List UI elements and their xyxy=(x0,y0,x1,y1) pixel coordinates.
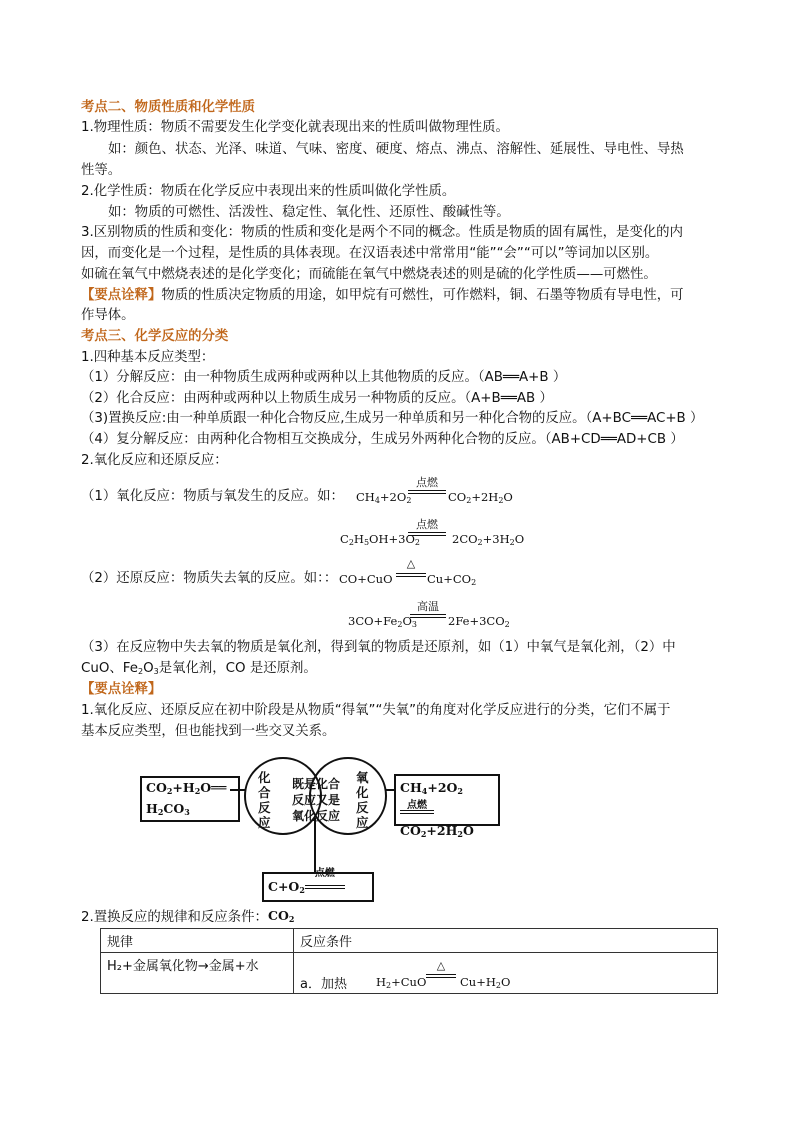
decomposition-reaction: （1）分解反应：由一种物质生成两种或两种以上其他物质的反应。（AB══A+B ） xyxy=(81,370,567,385)
property-vs-change-line2: 因，而变化是一个过程，是性质的具体表现。在汉语表述中常常用“能”“会”“可以”等词加以区别。 xyxy=(81,246,659,261)
table-header-row xyxy=(101,929,718,953)
equation-co-fe2o3-right: $2Fe+3CO_2$ xyxy=(448,614,510,629)
burn-condition: 点燃 xyxy=(416,518,438,531)
physical-property-examples-cont: 性等。 xyxy=(81,163,122,178)
redox-note-line1: 1.氧化反应、还原反应在初中阶段是从物质“得氧”“失氧”的角度对化学反应进行的分类，它们不属于 xyxy=(81,703,671,718)
oxidation-circle-label: 氧化反应 xyxy=(356,770,369,830)
ch4-combustion-box: $CH_4+2O_2$ 点燃 $CO_2+2H_2O$ xyxy=(394,774,500,826)
equation-h2-cuo-right: $Cu+H_2O$ xyxy=(460,975,511,990)
equation-h2-cuo-left: $H_2+CuO$ xyxy=(376,975,427,990)
physical-property-examples: 如：颜色、状态、光泽、味道、气味、密度、硬度、熔点、沸点、溶解性、延展性、导电性、导热 xyxy=(108,142,684,157)
equation-co-cuo-left: CO+CuO xyxy=(339,572,393,586)
combination-circle-label: 化合反应 xyxy=(258,770,271,830)
chemical-property-examples: 如：物质的可燃性、活泼性、稳定性、氧化性、还原性、酸碱性等。 xyxy=(108,205,510,220)
equation-ethanol-combustion-right: $2CO_2+3H_2O$ xyxy=(452,532,525,547)
high-temp-condition: 高温 xyxy=(417,600,439,613)
section-2-title: 考点二、物质性质和化学性质 xyxy=(81,100,256,115)
table-header-rule: 规律 xyxy=(101,929,294,953)
section-3-title: 考点三、化学反应的分类 xyxy=(81,329,229,344)
redox-note-line2: 基本反应类型，但也能找到一些交叉关系。 xyxy=(81,724,336,739)
oxidation-definition: （1）氧化反应：物质与氧发生的反应。如： xyxy=(81,489,344,504)
property-vs-change-line3: 如硫在氧气中燃烧表述的是化学变化；而硫能在氧气中燃烧表述的则是硫的化学性质——可燃性。 xyxy=(81,267,657,282)
double-decomposition-reaction: （4）复分解反应：由两种化合物相互交换成分，生成另外两种化合物的反应。（AB+CD══AD+CB ） xyxy=(81,432,684,447)
key-note-2-label: 【要点诠释】 xyxy=(81,682,162,697)
heat-condition: △ xyxy=(406,557,416,570)
equation-ch4-combustion-right: $CO_2+2H_2O$ xyxy=(448,490,513,505)
displacement-reaction: （3)置换反应:由一种单质跟一种化合物反应,生成另一种单质和另一种化合物的反应。（A+BC══AC+B ） xyxy=(81,411,704,426)
physical-property-definition: 1.物理性质：物质不需要发生化学变化就表现出来的性质叫做物理性质。 xyxy=(81,120,509,135)
carbon-combustion-box: $C+O_2$ 点燃 $CO_2$ xyxy=(262,872,374,902)
ch4-box-arrow: 点燃 xyxy=(400,806,434,818)
equation-co-cuo-right: $Cu+CO_2$ xyxy=(427,572,477,587)
reduction-definition: （2）还原反应：物质失去氧的反应。如：： xyxy=(81,571,338,586)
table-row xyxy=(101,953,718,994)
table-header-condition: 反应条件 xyxy=(294,929,718,953)
combination-reaction: （2）化合反应：由两种或两种以上物质生成另一种物质的反应。（A+B══AB ） xyxy=(81,391,553,406)
overlap-line-3: 氧化反应 xyxy=(291,809,340,823)
oxidant-reductant-explanation: （3）在反应物中失去氧的物质是氧化剂，得到氧的物质是还原剂，如（1）中氧气是氧化剂，（2）中 xyxy=(81,640,676,655)
cuo-fe-text: CuO、Fe xyxy=(81,661,138,676)
basic-reaction-types-heading: 1.四种基本反应类型： xyxy=(81,350,215,365)
chemical-property-definition: 2.化学性质：物质在化学反应中表现出来的性质叫做化学性质。 xyxy=(81,184,456,199)
overlap-line-2: 反应又是 xyxy=(291,793,340,807)
overlap-line-1: 既是化合 xyxy=(291,777,340,791)
heating-condition: a．加热 xyxy=(300,977,347,992)
overlap-label xyxy=(281,776,351,824)
property-vs-change-line1: 3.区别物质的性质和变化：物质的性质和变化是两个不同的概念。性质是物质的固有属性，是变化的内 xyxy=(81,225,683,240)
equation-ethanol-combustion-left: $C_2H_5OH+3O_2$ xyxy=(340,532,420,547)
burn-condition: 点燃 xyxy=(416,476,438,489)
displacement-rules-heading: 2.置换反应的规律和反应条件： xyxy=(81,910,268,925)
equation-co-fe2o3-left: $3CO+Fe_2O_3$ xyxy=(348,614,417,629)
redox-heading: 2.氧化反应和还原反应： xyxy=(81,453,228,468)
key-note-1-cont: 作导体。 xyxy=(81,308,135,323)
key-note-label: 【要点诠释】 xyxy=(81,288,162,303)
key-note-text: 物质的性质决定物质的用途，如甲烷有可燃性，可作燃料，铜、石墨等物质有导电性，可 xyxy=(161,288,684,303)
table-cell-rule: H₂+金属氧化物→金属+水 xyxy=(101,953,294,994)
equation-h2-cuo-arrow: △ xyxy=(426,961,456,981)
carbon-box-arrow: 点燃 xyxy=(305,882,345,894)
displacement-rules-table xyxy=(100,928,718,994)
oxidant-reductant-explanation-cont: CuO、$Fe_2O_3$是氧化剂，CO 是还原剂。 xyxy=(81,661,317,676)
table-cell-condition xyxy=(294,953,718,994)
oxidant-text: 是氧化剂，CO 是还原剂。 xyxy=(158,661,317,676)
equation-ch4-combustion-left: $CH_4+2O_2$ xyxy=(356,490,412,505)
h2co3-box: $CO_2+H_2O══$ $H_2CO_3$ xyxy=(140,776,240,822)
